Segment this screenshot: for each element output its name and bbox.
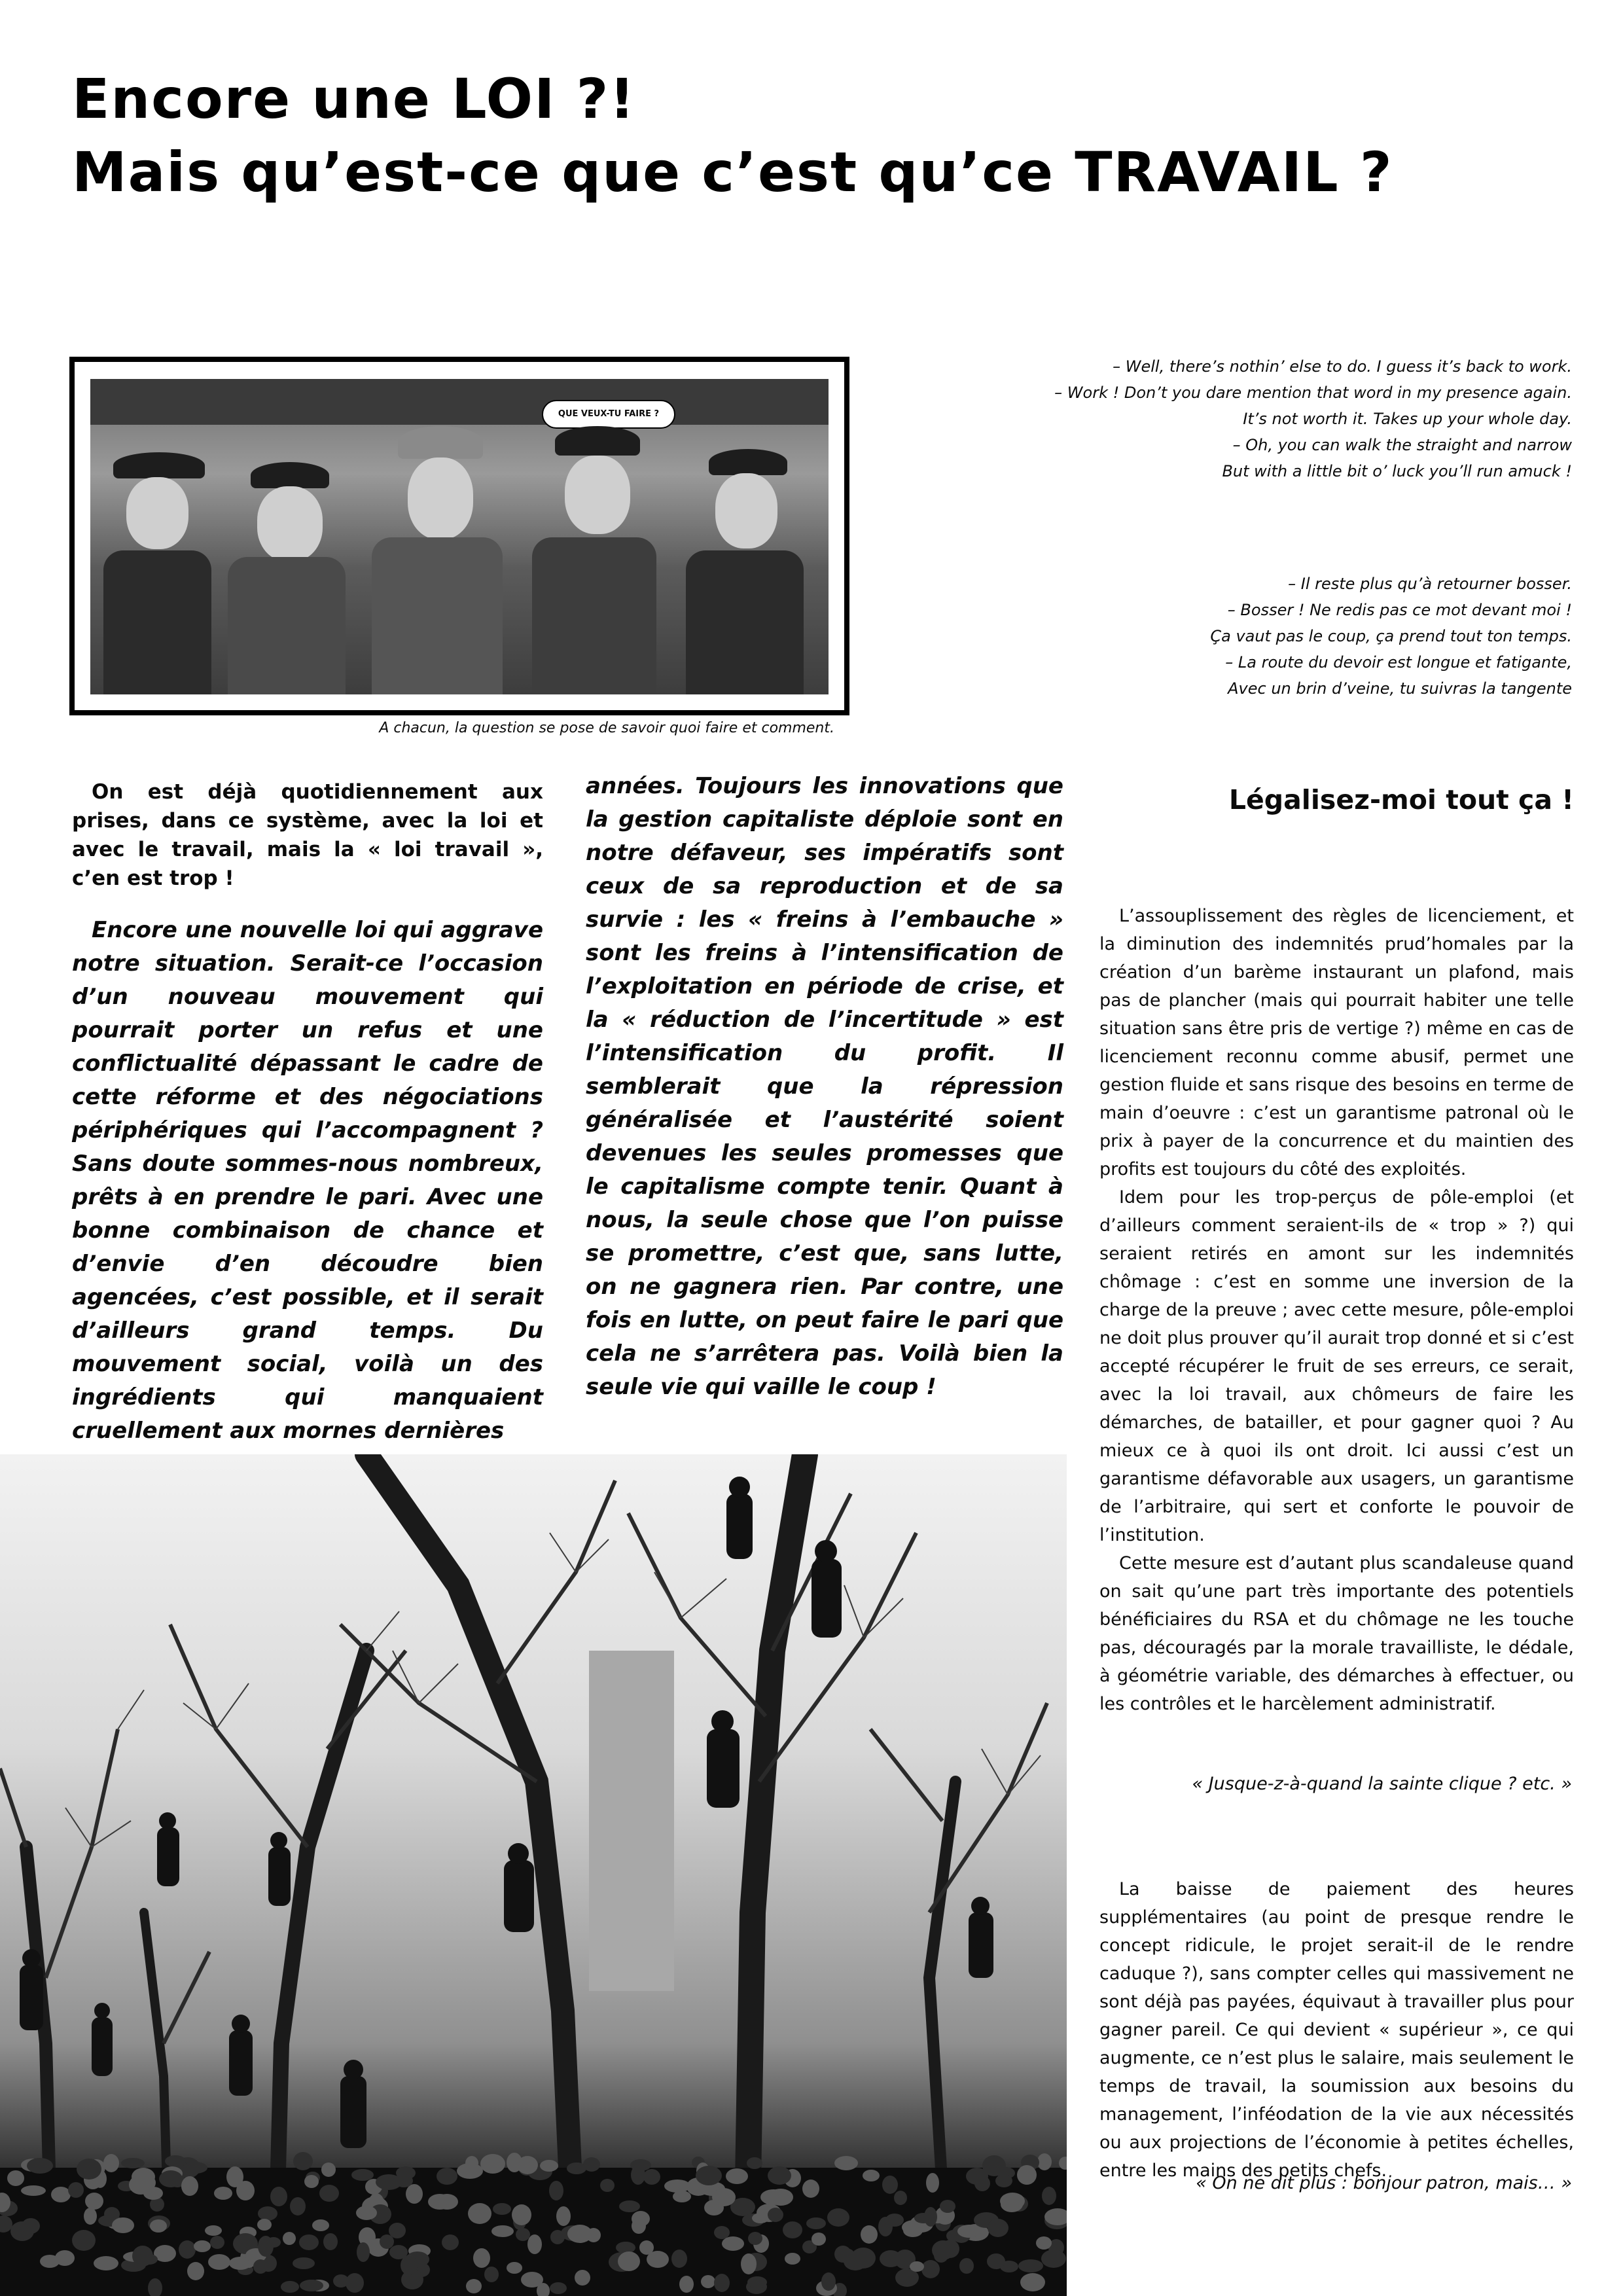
crowd-head: [575, 2270, 590, 2286]
crowd-head: [351, 2169, 374, 2181]
crowd-head: [1042, 2187, 1056, 2205]
crowd-head: [722, 2236, 744, 2251]
headline-line-1: Encore une LOI ?!: [72, 67, 636, 131]
crowd-head: [878, 2217, 893, 2236]
crowd-head: [783, 2221, 802, 2238]
section-subhead: Légalisez-moi tout ça !: [1228, 784, 1574, 816]
crowd-head: [747, 2276, 767, 2288]
crowd-head: [51, 2187, 71, 2202]
verse-line: It’s not worth it. Takes up your whole day.: [1243, 410, 1572, 428]
crowd-head: [214, 2187, 232, 2200]
crowd-head: [747, 2157, 762, 2169]
crowd-head: [1041, 2250, 1066, 2268]
crowd-head: [863, 2170, 880, 2181]
crowd-head: [714, 2226, 730, 2239]
crowd-head: [406, 2184, 423, 2204]
crowd-head: [618, 2251, 640, 2271]
crowd-head: [194, 2240, 211, 2252]
crowd-head: [631, 2165, 645, 2185]
crowd-head: [85, 2193, 103, 2210]
crowd-head: [141, 2176, 156, 2190]
crowd-head: [468, 2203, 491, 2224]
crowd-head: [312, 2219, 329, 2231]
crowd-head: [842, 2249, 855, 2266]
right-column-block-1: [1099, 902, 1574, 1718]
crowd-head: [882, 2176, 898, 2194]
crowd-head: [40, 2255, 60, 2268]
crowd-head: [995, 2174, 1012, 2187]
crowd-head: [696, 2166, 722, 2185]
crowd-head: [507, 2262, 522, 2274]
article-column-1: Encore une nouvelle loi qui aggrave notre situation. Serait-ce l’occasion d’un nouveau mouvement qui pourrait porter un refus et une conflictualité dépassant le cadre de cette réforme et des négociations périphériques qui l’accompagnent ? Sans doute sommes-nous nombreux, prêts à en prendre le pari. Avec une bonne combinaison de chance et d’envie d’en découdre bien agencées, c’est possible, et il serait d’ailleurs grand temps. Du mouvement social, voilà un des ingrédients qui manquaient cruellement aux mornes dernières: [72, 917, 543, 1444]
crowd-head: [619, 2200, 640, 2212]
crowd-head: [679, 2276, 694, 2293]
crowd-head: [281, 2281, 299, 2293]
crowd-head: [442, 2234, 459, 2250]
crowd-head: [880, 2250, 902, 2267]
crowd-head: [84, 2208, 97, 2225]
crowd-head: [567, 2162, 586, 2174]
crowd-head: [549, 2181, 563, 2200]
crowd-head: [293, 2152, 313, 2170]
photo-cowboys: [90, 379, 829, 694]
crowd-head: [540, 2160, 558, 2172]
crowd-head: [466, 2279, 482, 2293]
crowd-head: [150, 2219, 167, 2233]
verse-line: – La route du devoir est longue et fatigante,: [1225, 653, 1572, 672]
crowd-head: [187, 2262, 204, 2280]
crowd-head: [988, 2219, 1008, 2237]
crowd-head: [752, 2213, 769, 2223]
crowd-head: [21, 2185, 46, 2196]
background-tower: [589, 1651, 674, 1991]
crowd-head: [121, 2158, 145, 2168]
verse-line: Ça vaut pas le coup, ça prend tout ton temps.: [1210, 627, 1572, 645]
crowd-head: [834, 2156, 858, 2170]
crowd-head: [959, 2258, 974, 2274]
crowd-head: [957, 2225, 981, 2238]
crowd-head: [1037, 2153, 1052, 2170]
crowd-head: [741, 2253, 757, 2274]
verse-line: – Well, there’s nothin’ else to do. I guess it’s back to work.: [1113, 357, 1572, 376]
crowd-head: [319, 2185, 339, 2202]
crowd-head: [639, 2240, 654, 2255]
crowd-head: [664, 2179, 690, 2193]
crowd-head: [473, 2248, 490, 2268]
crowd-head: [932, 2240, 954, 2260]
crowd-head: [861, 2225, 878, 2244]
crowd-head: [465, 2156, 478, 2170]
crowd-head: [299, 2234, 319, 2250]
crowd-head: [208, 2254, 230, 2270]
crowd-head: [484, 2267, 499, 2282]
intro-paragraph: On est déjà quotidiennement aux prises, dans ce système, avec la loi et avec le travail, mais la « loi travail », c’en est trop !: [72, 780, 543, 890]
crowd-head: [903, 2224, 923, 2237]
crowd-head: [22, 2218, 40, 2234]
crowd-head: [726, 2168, 748, 2184]
verse-line: – Oh, you can walk the straight and narrow: [1232, 436, 1572, 454]
crowd-head: [821, 2272, 836, 2291]
crowd-head: [812, 2233, 826, 2246]
crowd-head: [380, 2234, 394, 2249]
crowd-head: [616, 2242, 635, 2253]
crowd-head: [643, 2169, 660, 2185]
crowd-head: [550, 2230, 565, 2244]
crowd-head: [527, 2234, 542, 2254]
crowd-head: [491, 2225, 514, 2237]
verses-english: [904, 353, 1572, 484]
crowd-head: [1020, 2273, 1045, 2291]
crowd-head: [940, 2200, 955, 2213]
photo-figure: [365, 426, 509, 694]
pull-quote-1: « Jusque-z-à-quand la sainte clique ? etc. »: [1192, 1774, 1572, 1794]
crowd-head: [210, 2236, 224, 2249]
crowd-head: [1018, 2259, 1043, 2272]
crowd-head: [806, 2217, 826, 2229]
crowd-head: [257, 2219, 272, 2231]
crowd-head: [1036, 2236, 1052, 2250]
crowd-head: [894, 2191, 907, 2205]
verse-line: – Work ! Don’t you dare mention that word in my presence again.: [1054, 384, 1572, 402]
crowd-head: [300, 2280, 323, 2291]
crowd-head: [226, 2166, 243, 2187]
article-column-2: années. Toujours les innovations que la gestion capitaliste déploie sont en notre défaveur, ses impératifs sont ceux de sa reproduction et de sa survie : les « freins à l’embauche » sont les freins à l’intensification de l’exploitation en période de crise, et la « réduction de l’incertitude » est l’intensification du profit. Il semblerait que la répression généralisée et l’austérité soient devenues les seules promesses que le capitalisme compte tenir. Quant à nous, la seule chose que l’on puisse se promettre, c’est que, sans lutte, on ne gagnera rien. Par contre, une fois en lutte, on peut faire le pari que cela ne s’arrêtera pas. Voilà bien la seule vie qui vaille le coup !: [586, 773, 1063, 1400]
paragraph: Idem pour les trop-perçus de pôle-emploi (et d’ailleurs comment seraient-ils de « trop » ?) qui seraient retirés en amont sur les indemnités chômage : c’est en somme une inversion de la charge de la preuve ; avec cette mesure, pôle-emploi ne doit plus prouver qu’il aurait trop donné et si c’est accepté récupérer le fruit de ses erreurs, ce serait, avec la loi travail, aux chômeurs de faire les démarches, de batailler, et pour gagner quoi ? Au mieux ce à quoi ils ont droit. Ici aussi c’est un garantisme défavorable aux usagers, un garantisme de l’arbitraire, qui sert et conforte le pouvoir de l’institution.: [1099, 1187, 1574, 1545]
crowd-head: [304, 2175, 319, 2188]
crowd-head: [493, 2203, 511, 2215]
crowd-head: [550, 2282, 567, 2294]
crowd-head: [802, 2179, 819, 2198]
crowd-head: [914, 2213, 933, 2223]
verse-line: – Bosser ! Ne redis pas ce mot devant moi !: [1227, 601, 1572, 619]
photo-crowd-drawing: [0, 1454, 1067, 2296]
crowd-head: [512, 2204, 531, 2225]
crowd-head: [357, 2242, 370, 2262]
crowd-head: [356, 2206, 377, 2220]
crowd-head: [141, 2254, 158, 2265]
crowd-head: [258, 2236, 274, 2257]
crowd-head: [701, 2275, 715, 2288]
headline-line-2: Mais qu’est-ce que c’est qu’ce TRAVAIL ?: [72, 140, 1393, 204]
crowd-head: [1001, 2197, 1023, 2212]
crowd-head: [181, 2176, 198, 2196]
photo-figure: [97, 446, 215, 694]
photo-background-beam: [90, 379, 829, 425]
photo-figure: [221, 459, 352, 694]
crowd-head: [827, 2208, 849, 2227]
crowd-head: [68, 2182, 84, 2198]
crowd-head: [376, 2174, 402, 2190]
crowd-head: [480, 2154, 505, 2174]
crowd-head: [183, 2162, 207, 2174]
crowd-head: [785, 2253, 800, 2265]
paragraph: Cette mesure est d’autant plus scandaleuse quand on sait qu’une part très importante des potentiels bénéficiaires du RSA et du chômage ne les touche pas, découragés par la morale travailliste, le dédale, à géométrie variable, des démarches à effectuer, ou les contrôles et le harcèlement administratif.: [1099, 1553, 1574, 1714]
photo-cowboys-frame: [69, 357, 849, 715]
crowd-head: [556, 2206, 571, 2226]
crowd-head: [293, 2257, 315, 2269]
crowd-head: [507, 2153, 522, 2172]
crowd-head: [77, 2159, 101, 2179]
crowd-head: [389, 2245, 408, 2259]
crowd-head: [27, 2158, 53, 2174]
crowd-head: [760, 2189, 787, 2205]
crowd-head: [671, 2250, 687, 2268]
crowd-head: [179, 2240, 196, 2259]
crowd-head: [910, 2261, 924, 2272]
crowd-head: [768, 2208, 783, 2222]
crowd-head: [389, 2223, 406, 2238]
crowd-head: [567, 2225, 592, 2243]
crowd-head: [103, 2154, 119, 2172]
photo-crowd-trees: [0, 1454, 1067, 2296]
crowd-head: [72, 2230, 96, 2251]
crowd-head: [321, 2162, 336, 2177]
photo-caption: A chacun, la question se pose de savoir quoi faire et comment.: [379, 720, 834, 736]
crowd-head: [159, 2170, 183, 2187]
crowd-head: [165, 2155, 186, 2167]
speech-bubble: QUE VEUX-TU FAIRE ?: [542, 400, 675, 429]
photo-figure: [522, 426, 666, 694]
crowd-head: [748, 2232, 762, 2245]
crowd-head: [346, 2273, 364, 2293]
crowd-head: [94, 2256, 118, 2270]
verses-french: [904, 571, 1572, 702]
crowd-head: [7, 2170, 24, 2186]
paragraph: L’assouplissement des règles de licenciement, et la diminution des indemnités prud’homales par la création d’un barème instaurant un plafond, mais pas de plancher (mais qui pourrait habiter une telle situation sans être pris de vertige ?) même en cas de licenciement reconnu comme abusif, permet une gestion fluide et sans risque des besoins en terme de main d’oeuvre : c’est un garantisme patronal où le prix à payer de la concurrence et du maintien des profits est toujours du côté des exploités.: [1099, 906, 1574, 1179]
verse-line: Avec un brin d’veine, tu suivras la tangente: [1228, 679, 1572, 698]
crowd-head: [1017, 2165, 1037, 2185]
crowd-head: [704, 2200, 724, 2215]
crowd-head: [987, 2253, 1005, 2269]
pull-quote-2: « On ne dit plus : bonjour patron, mais… »: [1196, 2173, 1572, 2193]
crowd-head: [436, 2194, 458, 2210]
photo-figure: [679, 446, 810, 694]
crowd-head: [283, 2232, 296, 2245]
verse-line: But with a little bit o’ luck you’ll run amuck !: [1222, 462, 1572, 480]
crowd-head: [632, 2218, 646, 2234]
crowd-head: [768, 2166, 791, 2185]
crowd-head: [205, 2225, 222, 2236]
crowd-head: [253, 2259, 268, 2274]
crowd-head: [714, 2274, 730, 2292]
crowd-head: [926, 2173, 939, 2193]
right-column-block-2: [1099, 1875, 1574, 2185]
paragraph: La baisse de paiement des heures supplémentaires (au point de presque rendre le concept ridicule, le projet serait-il de le rendre caduque ?), sans compter celles qui massivement ne sont déjà pas payées, équivaut à travailler plus pour gagner pareil. Ce qui devient « supérieur », ce qui augmente, ce n’est plus le salaire, mais seulement le temps de travail, la soumission aux besoins du management, l’inféodation de la vie aux nécessités ou aux projections de l’économie à petites échelles, entre les mains des petits chefs.: [1099, 1879, 1574, 2181]
crowd-head: [270, 2187, 287, 2206]
crowd-head: [437, 2168, 457, 2185]
crowd-head: [921, 2260, 940, 2278]
crowd-head: [290, 2197, 306, 2215]
headline: [72, 62, 1577, 209]
crowd-head: [516, 2228, 530, 2241]
crowd-head: [258, 2206, 277, 2221]
verse-line: – Il reste plus qu’à retourner bosser.: [1288, 575, 1572, 593]
crowd-head: [323, 2233, 338, 2250]
figures-in-trees: [20, 1477, 993, 2148]
crowd-head: [112, 2217, 134, 2233]
crowd-head: [966, 2168, 988, 2185]
crowd-head: [600, 2179, 615, 2192]
